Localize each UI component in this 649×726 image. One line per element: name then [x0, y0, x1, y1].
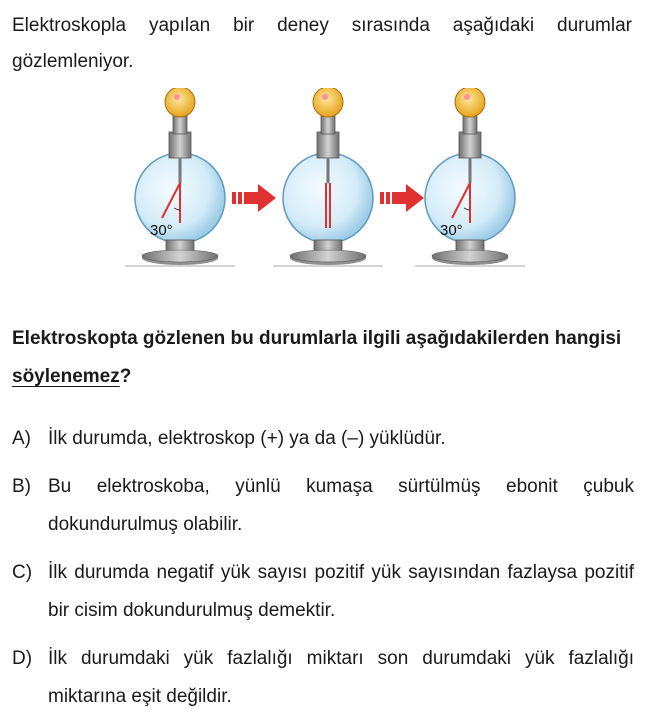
electroscope-second [273, 88, 383, 266]
question-text-main: Elektroskopta gözlenen bu durumlarla ilgili aşağıdakilerden hangisi [12, 328, 622, 349]
angle-label-left: 30° [150, 222, 173, 239]
question-text [12, 320, 632, 396]
answer-options [12, 420, 634, 726]
electroscope-first [125, 88, 235, 266]
option-text: İlk durumda, elektroskop (+) ya da (–) yüklüdür. [48, 428, 446, 449]
option-b[interactable] [12, 468, 634, 544]
option-letter: B) [12, 476, 31, 497]
electroscope-third [415, 88, 525, 266]
option-letter: A) [12, 428, 31, 449]
angle-label-right: 30° [440, 222, 463, 239]
arrow-right-icon [232, 184, 276, 212]
option-a[interactable] [12, 420, 634, 458]
question-mark: ? [119, 366, 132, 387]
question-underlined-word: söylenemez [12, 366, 120, 387]
option-d[interactable] [12, 640, 634, 716]
arrow-right-icon [380, 184, 424, 212]
option-c[interactable] [12, 554, 634, 630]
option-text: İlk durumdaki yük fazlalığı miktarı son durumdaki yük fazlalığı miktarına eşit değildir. [48, 648, 634, 707]
intro-text: Elektroskopla yapılan bir deney sırasında aşağıdaki durumlar gözlemleniyor. [12, 15, 632, 72]
option-letter: C) [12, 562, 33, 583]
option-text: İlk durumda negatif yük sayısı pozitif yük sayısından fazlaysa pozitif bir cisim dokundurulmuş demektir. [48, 562, 634, 621]
electroscope-figure [118, 88, 538, 288]
option-text: Bu elektroskoba, yünlü kumaşa sürtülmüş ebonit çubuk dokundurulmuş olabilir. [48, 476, 634, 535]
option-letter: D) [12, 648, 33, 669]
